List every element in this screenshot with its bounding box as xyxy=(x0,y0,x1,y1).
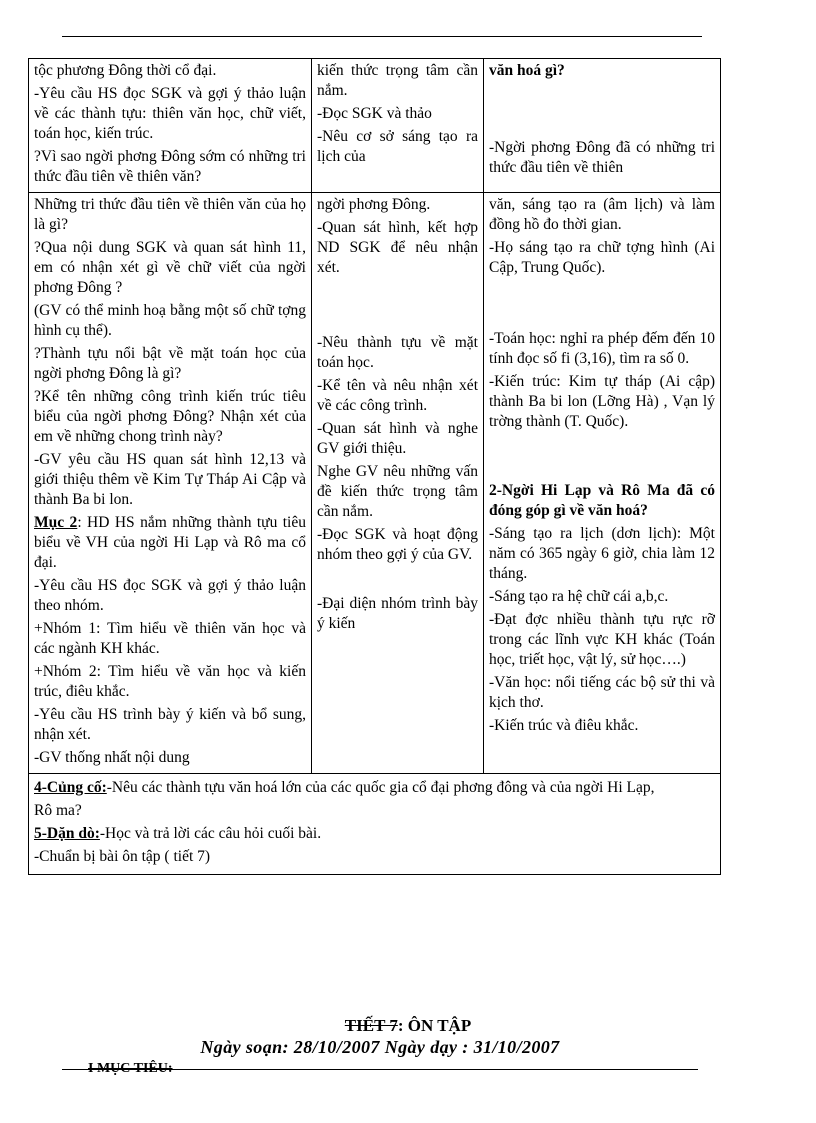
text-line: -Đọc SGK và thảo xyxy=(317,105,432,122)
section-heading: I MỤC TIÊU: xyxy=(88,1061,173,1076)
text-line: -Nêu thành tựu về mặt toán học. xyxy=(317,334,478,371)
text-line: tộc phương Đông thời cổ đại. xyxy=(34,62,217,79)
text-line: -Đạt đợc nhiều thành tựu rực rỡ trong các lĩnh vực KH khác (Toán học, triết học, vật lý, sử học….) xyxy=(489,611,715,668)
homework-label: 5-Dặn dò: xyxy=(34,825,100,842)
text-line: -Quan sát hình, kết hợp ND SGK để nêu nhận xét. xyxy=(317,219,478,276)
table-row xyxy=(29,59,721,193)
text-line: ?Vì sao ngời phơng Đông sớm có những tri thức đầu tiên về thiên văn? xyxy=(34,148,306,185)
student-activity-cell xyxy=(312,59,484,193)
homework-paragraph: 5-Dặn dò:-Học và trả lời các câu hỏi cuối bài. xyxy=(34,825,322,842)
text-line: -Chuẩn bị bài ôn tập ( tiết 7) xyxy=(34,848,211,865)
header-rule xyxy=(62,36,702,37)
text-line: -Yêu cầu HS đọc SGK và gợi ý thảo luận theo nhóm. xyxy=(34,577,306,614)
teacher-activity-cell xyxy=(29,59,312,193)
content-cell xyxy=(484,59,721,193)
text-line: -Đại diện nhóm trình bày ý kiến xyxy=(317,595,478,632)
text-line: kiến thức trọng tâm cần nắm. xyxy=(317,62,478,99)
text-line: -Đọc SGK và hoạt động nhóm theo gợi ý của GV. xyxy=(317,526,478,563)
text-line: ?Kể tên những công trình kiến trúc tiêu biểu của ngời phơng Đông? Nhận xét của em về những chong trình này? xyxy=(34,388,306,445)
text-line: -Toán học: nghỉ ra phép đếm đến 10 tính đọc số fi (3,16), tìm ra số 0. xyxy=(489,330,715,367)
text-line: văn, sáng tạo ra (âm lịch) và làm đồng hồ đo thời gian. xyxy=(489,196,715,233)
student-activity-cell xyxy=(312,193,484,774)
text-line: +Nhóm 1: Tìm hiểu về thiên văn học và các ngành KH khác. xyxy=(34,620,306,657)
table-row xyxy=(29,774,721,875)
text-line: Nghe GV nêu những vấn đề kiến thức trọng tâm cần nắm. xyxy=(317,463,478,520)
text-line: -Văn học: nổi tiếng các bộ sử thi và kịch thơ. xyxy=(489,674,715,711)
text-line: -Sáng tạo ra hệ chữ cái a,b,c. xyxy=(489,588,669,605)
lesson-dates: Ngày soạn: 28/10/2007 Ngày dạy : 31/10/2007 xyxy=(200,1037,560,1057)
consolidation-paragraph: 4-Củng cố:-Nêu các thành tựu văn hoá lớn của các quốc gia cổ đại phơng đông và của ngời Hi Lạp, xyxy=(34,779,655,796)
table-row xyxy=(29,193,721,774)
consolidation-cell xyxy=(29,774,721,875)
text-line: -Quan sát hình và nghe GV giới thiệu. xyxy=(317,420,478,457)
text-line: -GV thống nhất nội dung xyxy=(34,749,190,766)
content-cell xyxy=(484,193,721,774)
text-line: ngời phơng Đông. xyxy=(317,196,431,213)
text-line: -Yêu cầu HS đọc SGK và gợi ý thảo luận về các thành tựu: thiên văn học, chữ viết, toán học, kiến trúc. xyxy=(34,85,306,142)
text-line: -Kể tên và nêu nhận xét về các công trình. xyxy=(317,377,478,414)
text-line: ?Qua nội dung SGK và quan sát hình 11, em có nhận xét gì về chữ viết của ngời phơng Đông ? xyxy=(34,239,306,296)
text-line: -Kiến trúc và điêu khắc. xyxy=(489,717,639,734)
lesson-title: TIẾT 7: ÔN TẬP xyxy=(344,1016,472,1035)
content-heading: 2-Ngời Hi Lạp và Rô Ma đã có đóng góp gì về văn hoá? xyxy=(489,482,715,519)
text-line: -Sáng tạo ra lịch (dơn lịch): Một năm có 365 ngày 6 giờ, chia làm 12 tháng. xyxy=(489,525,715,582)
muc-2-paragraph: Mục 2: HD HS nắm những thành tựu tiêu biểu về VH của ngời Hi Lạp và Rô ma cổ đại. xyxy=(34,514,306,571)
muc-2-label: Mục 2 xyxy=(34,514,78,531)
consolidation-label: 4-Củng cố: xyxy=(34,779,107,796)
text-line: (GV có thể minh hoạ bằng một số chữ tợng hình cụ thể). xyxy=(34,302,306,339)
text-line: +Nhóm 2: Tìm hiểu về văn học và kiến trúc, điêu khắc. xyxy=(34,663,306,700)
lesson-table xyxy=(28,58,721,875)
content-heading: văn hoá gì? xyxy=(489,62,565,79)
text-line: -GV yêu cầu HS quan sát hình 12,13 và giới thiệu thêm về Kim Tự Tháp Ai Cập và thành Ba bi lon. xyxy=(34,451,306,508)
text-line: ?Thành tựu nổi bật về mặt toán học của ngời phơng Đông là gì? xyxy=(34,345,306,382)
teacher-activity-cell xyxy=(29,193,312,774)
text-line: -Nêu cơ sở sáng tạo ra lịch của xyxy=(317,128,478,165)
text-line: -Kiến trúc: Kim tự tháp (Ai cập) thành Ba bi lon (Lỡng Hà) , Vạn lý trờng thành (T. Quốc). xyxy=(489,373,715,430)
text-line: -Họ sáng tạo ra chữ tợng hình (Ai Cập, Trung Quốc). xyxy=(489,239,715,276)
text-line: Những tri thức đầu tiên về thiên văn của họ là gì? xyxy=(34,196,306,233)
text-line: -Ngời phơng Đông đã có những tri thức đầu tiên về thiên xyxy=(489,139,715,176)
text-line: -Yêu cầu HS trình bày ý kiến và bổ sung, nhận xét. xyxy=(34,706,306,743)
text-line: Rô ma? xyxy=(34,802,82,819)
